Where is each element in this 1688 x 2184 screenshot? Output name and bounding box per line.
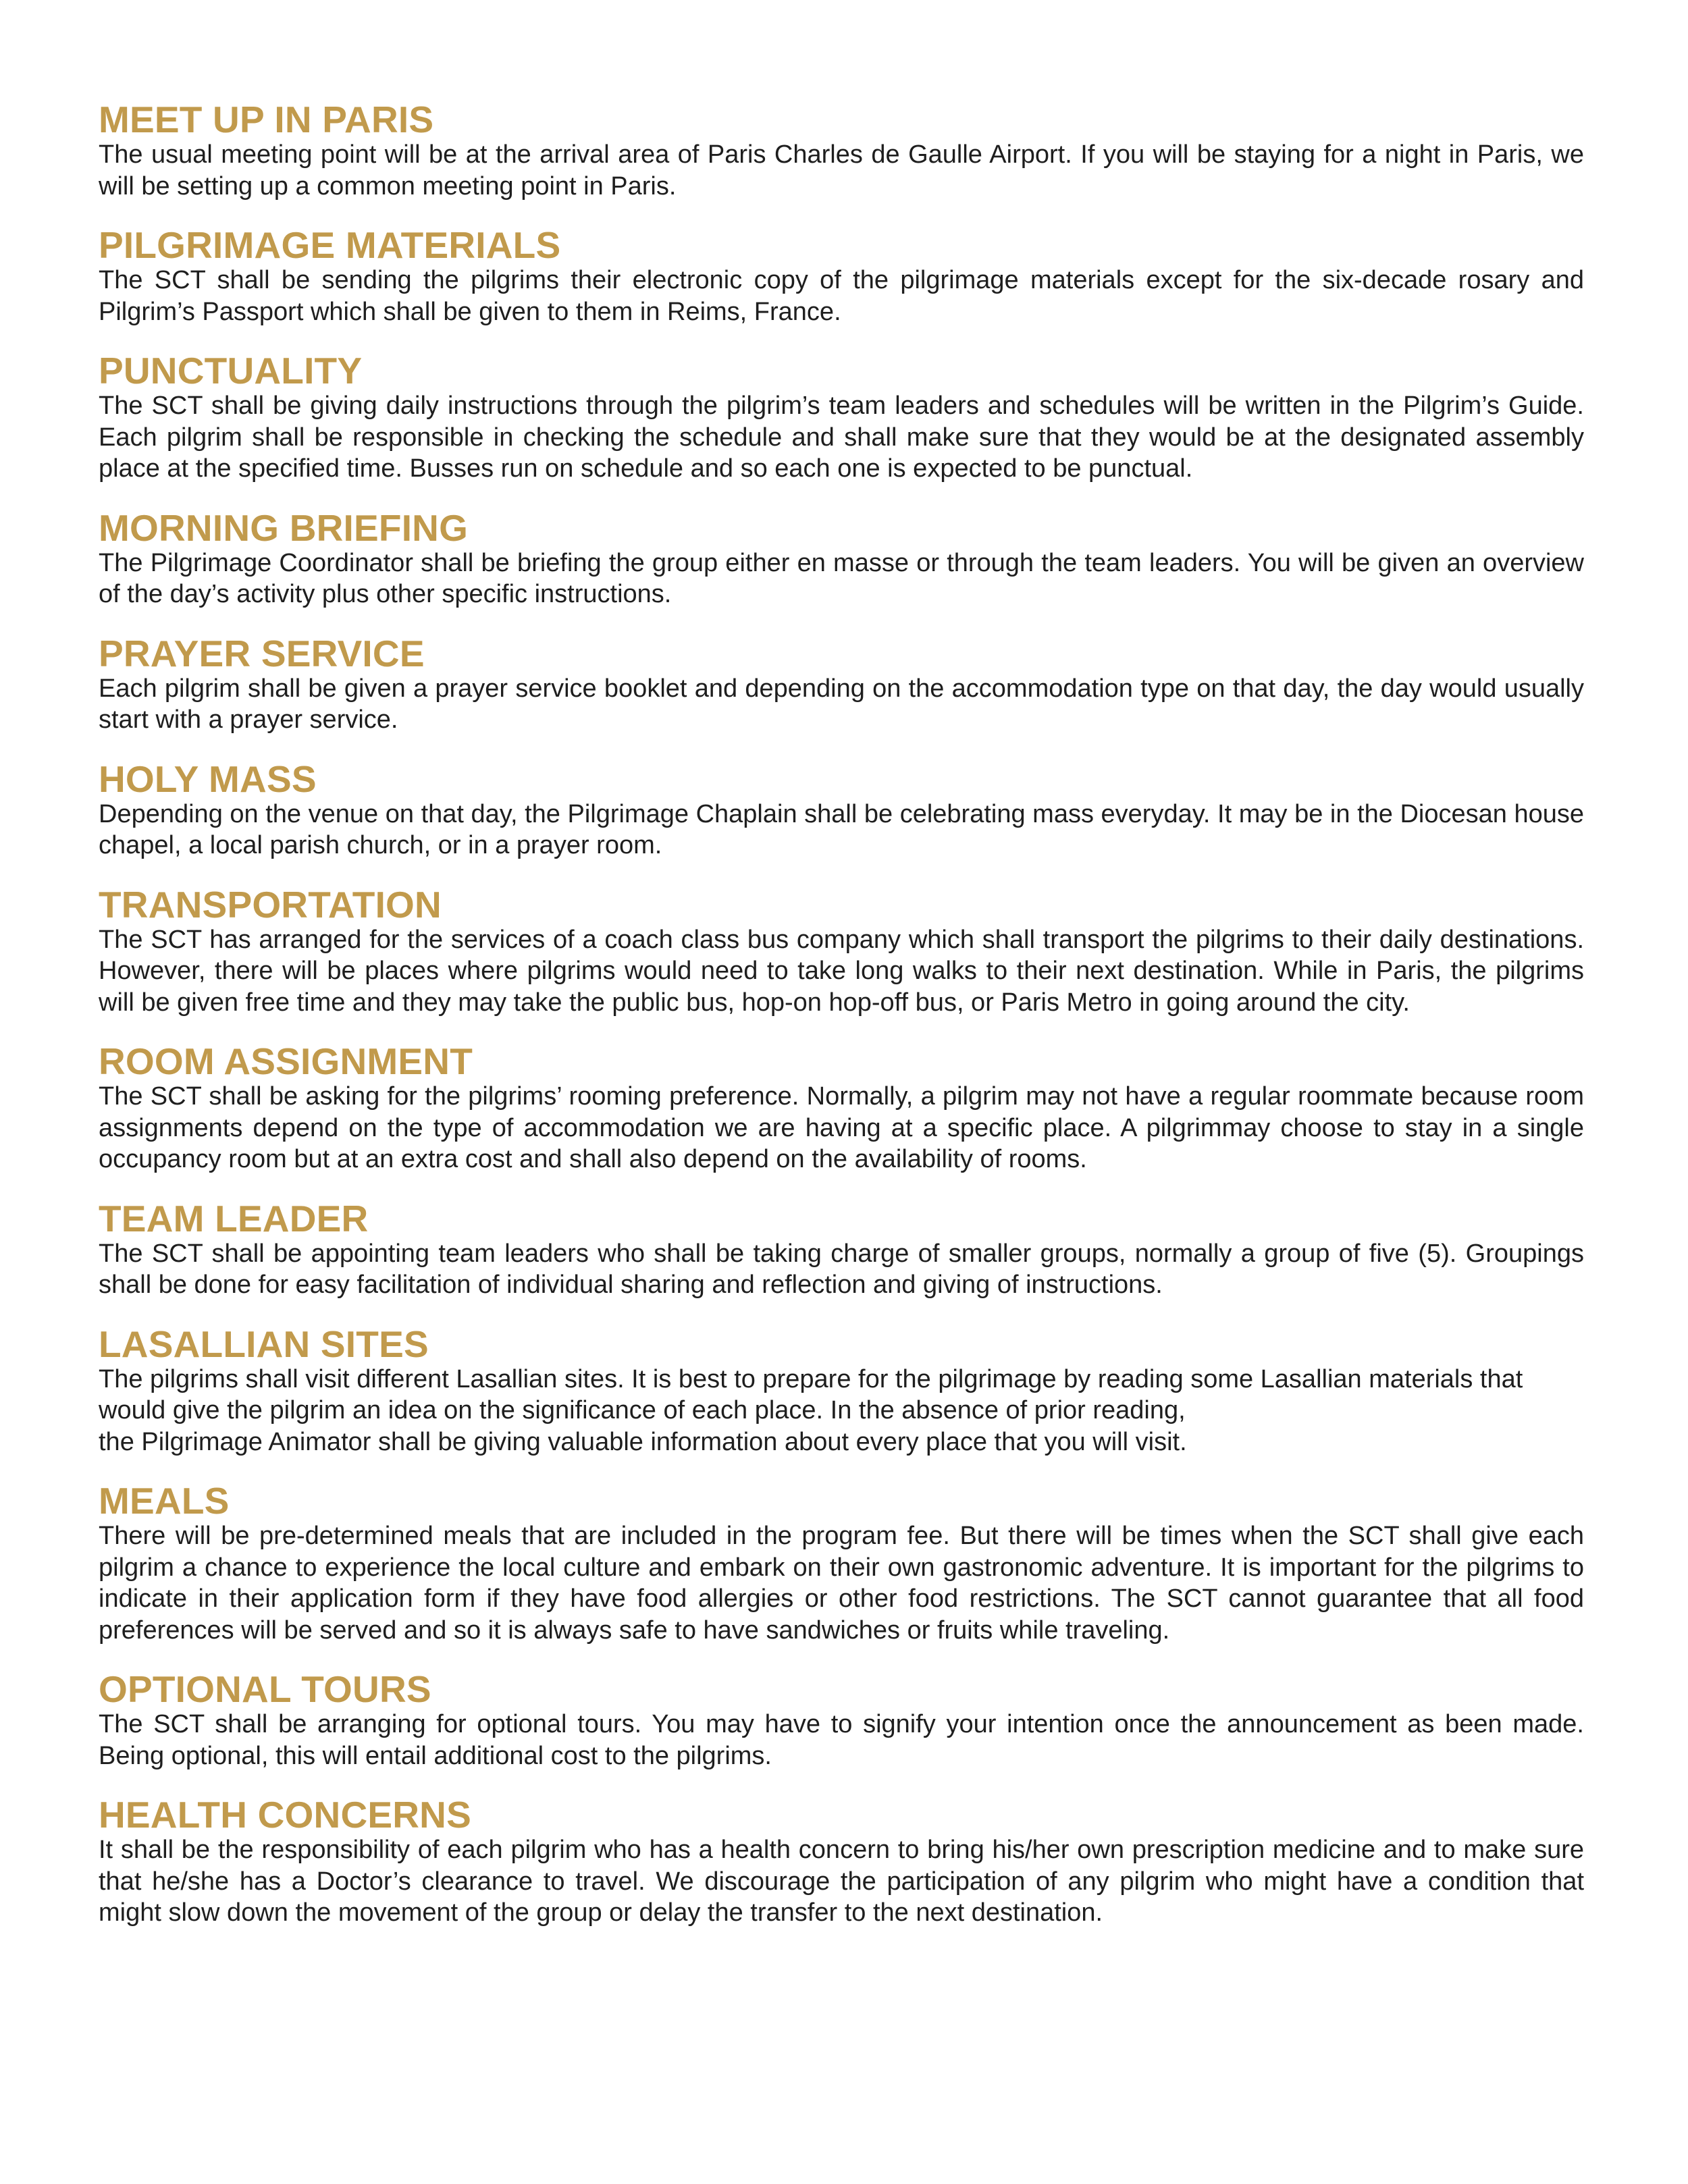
section-prayer-service	[99, 634, 1584, 736]
section-heading: HEALTH CONCERNS	[99, 1794, 471, 1836]
section-meals	[99, 1481, 1584, 1646]
section-body: It shall be the responsibility of each pilgrim who has a health concern to bring his/her own prescription medicine and to make sure that he/she has a Doctor’s clearance to travel. We discourage the participation of any pilgrim who might have a condition that might slow down the movement of the group or delay the transfer to the next destination.	[99, 1836, 1584, 1927]
section-lasallian-sites	[99, 1325, 1584, 1458]
section-team-leader	[99, 1199, 1584, 1301]
section-pilgrimage-materials	[99, 225, 1584, 327]
section-heading: PUNCTUALITY	[99, 350, 363, 392]
section-heading: PILGRIMAGE MATERIALS	[99, 224, 561, 266]
section-body: The usual meeting point will be at the arrival area of Paris Charles de Gaulle Airport. If you will be staying for a night in Paris, we will be setting up a common meeting point in Paris.	[99, 140, 1584, 201]
section-heading: TRANSPORTATION	[99, 883, 442, 926]
section-heading: TEAM LEADER	[99, 1197, 369, 1240]
section-punctuality	[99, 351, 1584, 485]
section-room-assignment	[99, 1042, 1584, 1175]
section-heading: MORNING BRIEFING	[99, 506, 469, 549]
section-meet-up-in-paris	[99, 100, 1584, 202]
section-transportation	[99, 885, 1584, 1019]
section-body: The SCT shall be asking for the pilgrims’ rooming preference. Normally, a pilgrim may not have a regular roommate because room assignments depend on the type of accommodation we are having at a specific place. A pilgrimmay choose to stay in a single occupancy room but at an extra cost and shall also depend on the availability of rooms.	[99, 1082, 1584, 1173]
document-page	[99, 100, 1584, 1952]
section-heading: HOLY MASS	[99, 757, 317, 800]
section-body: The SCT shall be arranging for optional tours. You may have to signify your intention once the announcement as been made. Being optional, this will entail additional cost to the pilgrims.	[99, 1710, 1584, 1770]
section-heading: MEALS	[99, 1480, 230, 1522]
section-body: There will be pre-determined meals that are included in the program fee. But there will be times when the SCT shall give each pilgrim a chance to experience the local culture and embark on their own gastronomic adventure. It is important for the pilgrims to indicate in their application form if they have food allergies or other food restrictions. The SCT cannot guarantee that all food preferences will be served and so it is always safe to have sandwiches or fruits while traveling.	[99, 1522, 1584, 1645]
section-body: Each pilgrim shall be given a prayer service booklet and depending on the accommodation type on that day, the day would usually start with a prayer service.	[99, 674, 1584, 734]
section-body: The SCT shall be sending the pilgrims their electronic copy of the pilgrimage materials except for the six-decade rosary and Pilgrim’s Passport which shall be given to them in Reims, France.	[99, 266, 1584, 326]
section-body-continued: the Pilgrimage Animator shall be giving valuable information about every place that you will visit.	[99, 1427, 1187, 1456]
section-body: The pilgrims shall visit different Lasallian sites. It is best to prepare for the pilgrimage by reading some Lasallian materials that would give the pilgrim an idea on the significance of each place. In the absence of prior reading,	[99, 1364, 1523, 1424]
section-body: The SCT has arranged for the services of a coach class bus company which shall transport the pilgrims to their daily destinations. However, there will be places where pilgrims would need to take long walks to their next destination. While in Paris, the pilgrims will be given free time and they may take the public bus, hop-on hop-off bus, or Paris Metro in going around the city.	[99, 925, 1584, 1017]
section-heading: OPTIONAL TOURS	[99, 1668, 431, 1710]
section-holy-mass	[99, 757, 1584, 861]
section-body: The SCT shall be appointing team leaders who shall be taking charge of smaller groups, normally a group of five (5). Groupings shall be done for easy facilitation of individual sharing and reflection and giving of instructions.	[99, 1239, 1584, 1299]
section-morning-briefing	[99, 508, 1584, 610]
section-body: The SCT shall be giving daily instructions through the pilgrim’s team leaders and schedules will be written in the Pilgrim’s Guide. Each pilgrim shall be responsible in checking the schedule and shall make sure that they would be at the designated assembly place at the specified time. Busses run on schedule and so each one is expected to be punctual.	[99, 392, 1584, 483]
section-optional-tours	[99, 1670, 1584, 1772]
section-heading: PRAYER SERVICE	[99, 632, 425, 674]
section-body: The Pilgrimage Coordinator shall be briefing the group either en masse or through the team leaders. You will be given an overview of the day’s activity plus other specific instructions.	[99, 548, 1584, 608]
section-body: Depending on the venue on that day, the Pilgrimage Chaplain shall be celebrating mass everyday. It may be in the Diocesan house chapel, a local parish church, or in a prayer room.	[99, 799, 1584, 859]
section-health-concerns	[99, 1795, 1584, 1929]
section-heading: LASALLIAN SITES	[99, 1323, 429, 1365]
section-heading: ROOM ASSIGNMENT	[99, 1040, 473, 1082]
section-heading: MEET UP IN PARIS	[99, 99, 434, 140]
